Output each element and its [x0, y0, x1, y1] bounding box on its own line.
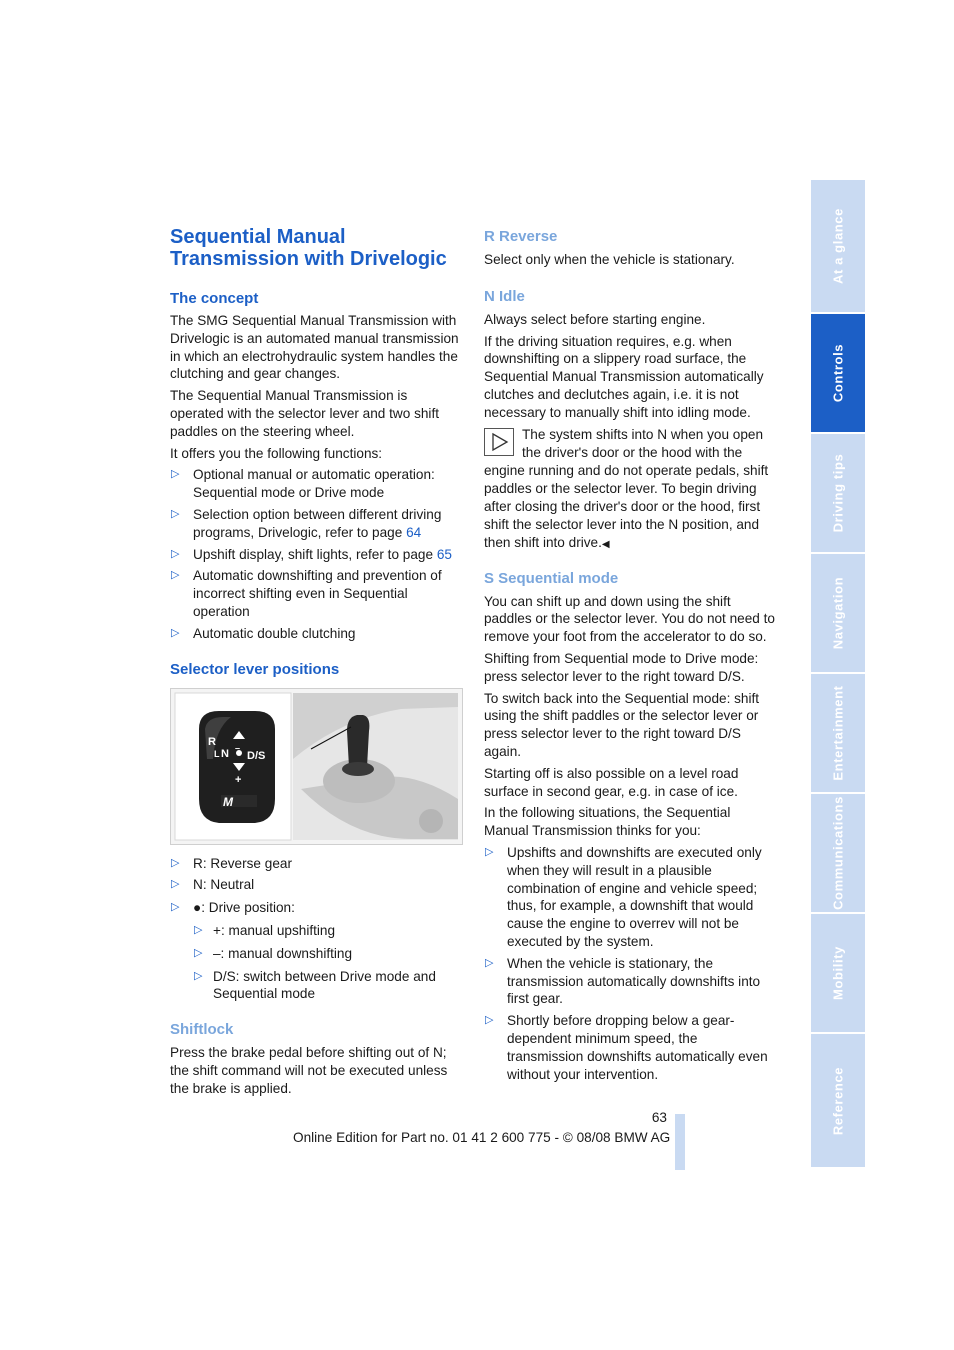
list-item: ▷ Upshifts and downshifts are executed only when they will result in a plausible combination of engine and vehicle speed; thus, for example, a downshift that would cause the engine to overrev will not be executed by the system. [485, 844, 762, 949]
page-title [170, 226, 462, 270]
sub-list-item: ▷ –: manual downshifting [194, 945, 353, 961]
concept-paragraph-1: The SMG Sequential Manual Transmission with Drivelogic is an automated manual transmission in which an electrohydraulic system handles the clutching and gear changes. [170, 313, 459, 382]
knob-label-minus: – [235, 742, 241, 753]
bullet-triangle-icon: ▷ [171, 507, 180, 520]
reverse-heading: R Reverse [484, 228, 558, 245]
idle-paragraph-2: If the driving situation requires, e.g. when downshifting on a slippery road surface, the Sequential Manual Transmission automatically clutches and declutches again, i.e. it is not necessary to manually shift into idling mode. [484, 333, 764, 420]
concept-heading: The concept [170, 290, 259, 307]
list-item: ▷ Selection option between different driving programs, Drivelogic, refer to page 64 [171, 506, 442, 540]
sequential-paragraph-4: Starting off is also possible on a level road surface in second gear, e.g. in case of ice. [484, 765, 739, 799]
bullet-triangle-icon: ▷ [194, 923, 203, 936]
selector-list [170, 855, 462, 1004]
tab-mobility[interactable]: Mobility [811, 914, 865, 1032]
sequential-paragraph-3: To switch back into the Sequential mode: shift using the shift paddles or the selector lever or press selector lever to the right toward D/S again. [484, 690, 760, 759]
footer-text: Online Edition for Part no. 01 41 2 600 775 - © 08/08 BMW AG [293, 1130, 671, 1145]
list-item: ▷ N: Neutral [171, 877, 255, 893]
bullet-triangle-icon: ▷ [485, 845, 494, 858]
bullet-triangle-icon: ▷ [485, 956, 494, 969]
concept-paragraph-3: It offers you the following functions: [170, 445, 383, 461]
bullet-triangle-icon: ▷ [171, 468, 180, 481]
idle-heading: N Idle [484, 287, 525, 305]
selector-lever-illustration [170, 688, 463, 845]
page-number: 63 [651, 1110, 667, 1125]
note-triangle-icon [484, 428, 514, 456]
page-title-line-2: Transmission with Drivelogic [170, 248, 447, 270]
knob-label-n: N [221, 747, 229, 760]
concept-paragraph-2: The Sequential Manual Transmission is operated with the selector lever and two shift paddles on the steering wheel. [170, 388, 440, 439]
selector-lever-diagram [171, 689, 462, 844]
page-title-line-1: Sequential Manual [170, 226, 346, 248]
list-item: ▷ Shortly before dropping below a gear-dependent minimum speed, the transmission downshifts automatically even without your intervention. [485, 1013, 768, 1082]
sequential-paragraph-2: Shifting from Sequential mode to Drive mode: press selector lever to the right toward D/S. [484, 650, 759, 684]
knob-label-plus: + [235, 773, 242, 786]
reverse-paragraph: Select only when the vehicle is stationary. [484, 252, 735, 267]
sequential-paragraph-5: In the following situations, the Sequential Manual Transmission thinks for you: [484, 805, 731, 839]
tab-communications[interactable]: Communications [811, 794, 865, 912]
knob-label-ds: D/S [247, 749, 266, 762]
tab-driving-tips[interactable]: Driving tips [811, 434, 865, 552]
idle-note [484, 426, 776, 552]
sub-list-item: ▷ +: manual upshifting [194, 922, 336, 938]
bullet-triangle-icon: ▷ [171, 626, 180, 639]
knob-brand-m: M [223, 794, 233, 809]
end-mark-icon: ◀ [601, 538, 610, 550]
tab-navigation[interactable]: Navigation [811, 554, 865, 672]
tab-controls[interactable]: Controls [811, 314, 865, 432]
knob-label-l: L [214, 748, 220, 759]
sub-list-item: ▷ D/S: switch between Drive mode and Sequential mode [194, 968, 436, 1002]
sequential-list [484, 844, 776, 1083]
list-item: ▷ Optional manual or automatic operation: Sequential mode or Drive mode [171, 467, 435, 501]
page-link-65[interactable]: 65 [436, 546, 452, 562]
tab-reference[interactable]: Reference [811, 1034, 865, 1167]
bullet-triangle-icon: ▷ [171, 569, 180, 582]
list-item: ▷ Automatic double clutching [171, 625, 356, 641]
shiftlock-heading: Shiftlock [170, 1021, 234, 1039]
bullet-triangle-icon: ▷ [194, 969, 203, 982]
concept-list [170, 466, 462, 642]
left-column [170, 226, 462, 1098]
tab-at-a-glance[interactable]: At a glance [811, 180, 865, 312]
right-column [484, 228, 776, 1083]
bullet-triangle-icon: ▷ [171, 547, 180, 560]
selector-heading: Selector lever positions [170, 660, 340, 678]
list-item: ▷ Upshift display, shift lights, refer to page 65 [171, 546, 452, 562]
idle-note-text: The system shifts into N when you open the driver's door or the hood with the engine running and do not operate pedals, shift paddles or the selector lever. To begin driving after closing the driver's door or the hood, first shift the selector lever into the N position, and then shift into drive. [484, 426, 769, 550]
list-item: ▷ ●: Drive position: [171, 900, 295, 916]
shiftlock-paragraph: Press the brake pedal before shifting out of N; the shift command will not be executed unless the brake is applied. [170, 1045, 448, 1096]
list-item: ▷ When the vehicle is stationary, the transmission automatically downshifts into first gear. [485, 955, 761, 1007]
bullet-triangle-icon: ▷ [194, 946, 203, 959]
bullet-triangle-icon: ▷ [485, 1014, 494, 1027]
page-link-64[interactable]: 64 [406, 524, 422, 540]
list-item: ▷ R: Reverse gear [171, 855, 292, 871]
bullet-triangle-icon: ▷ [171, 901, 180, 914]
idle-paragraph-1: Always select before starting engine. [484, 311, 706, 327]
sequential-heading: S Sequential mode [484, 569, 619, 587]
tab-entertainment[interactable]: Entertainment [811, 674, 865, 792]
section-sidebar [811, 180, 865, 1167]
sequential-paragraph-1: You can shift up and down using the shift paddles or the selector lever. You do not need to remove your foot from the accelerator to do so. [484, 593, 775, 645]
bullet-triangle-icon: ▷ [171, 856, 180, 869]
knob-label-r: R [208, 735, 216, 748]
footer-accent-bar [675, 1114, 685, 1170]
list-item: ▷ Automatic downshifting and prevention of incorrect shifting even in Sequential operation [171, 568, 442, 619]
bullet-triangle-icon: ▷ [171, 878, 180, 891]
